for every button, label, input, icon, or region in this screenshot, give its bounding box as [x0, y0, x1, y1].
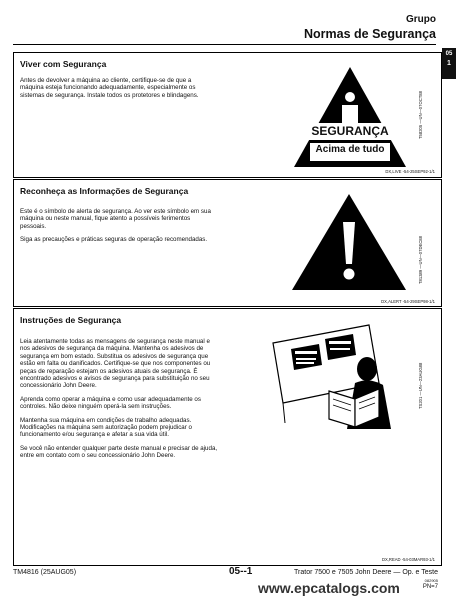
ref-code: DX,READ -54-03MAR93-1/1: [381, 557, 435, 562]
section-tab-page: 1: [447, 60, 451, 67]
group-label: Grupo: [406, 14, 436, 25]
person-reading-manual-icon: [269, 323, 409, 433]
section-safety-instructions: [13, 308, 442, 566]
paragraph: Se você não entender qualquer parte deste manual e precisar de ajuda, entre em contato com o seu concessionário John Deere.: [20, 444, 218, 460]
section-title: Viver com Segurança: [20, 59, 107, 69]
paragraph: Siga as precauções e práticas seguras de operação recomendadas.: [20, 236, 208, 244]
ref-code: DX,ALERT -54-29SEP98-1/1: [381, 299, 435, 304]
section-living-safely: [13, 52, 442, 178]
section-title: Reconheça as Informações de Segurança: [20, 186, 189, 196]
sign-word: SEGURANÇA: [311, 124, 389, 138]
section-body: [20, 208, 215, 250]
footer-small-code: 082905: [424, 578, 438, 583]
section-title: Instruções de Segurança: [20, 315, 122, 325]
footer-page-number: 05--1: [229, 566, 253, 577]
paragraph: Antes de devolver a máquina ao cliente, certifique-se de que a máquina esteja funcionando adequadamente, especialmente os sistemas de segurança. Instale todos os protetores e blindagens.: [20, 77, 199, 99]
section-tab: [442, 48, 456, 79]
vertical-code: TS201 —UN—23AUG88: [418, 362, 423, 409]
section-recognize-safety-info: [13, 179, 442, 307]
vertical-code: T58205 —UN—07OCT88: [418, 91, 423, 139]
paragraph: Leia atentamente todas as mensagens de segurança neste manual e nos adesivos de segurança da máquina. Mantenha os adesivos de segurança em bom estado. Substitua os adesivos de segurança que estão em falta ou danificados. Certifique-se que nos componentes ou peças de reparação estejam os adesivos atuais de segurança. É encontrado adesivos e avisos de segurança para substituição no seu concessionário John Deere.: [20, 338, 211, 390]
footer-manual-title: Trator 7500 e 7505 John Deere — Op. e Teste: [294, 569, 438, 576]
paragraph: Aprenda como operar a máquina e como usar adequadamente os controles. Não deixe ninguém operá-la sem instruções.: [20, 395, 201, 411]
header-rule: [13, 44, 436, 45]
footer-doc-code: TM4816 (25AUG05): [13, 569, 77, 576]
page-title: Normas de Segurança: [304, 27, 436, 41]
paragraph: Mantenha sua máquina em condições de trabalho adequadas. Modificações na máquina sem autorização podem prejudicar o funcionamento e/ou segurança e afetar a sua vida útil.: [20, 416, 192, 439]
section-body: [20, 338, 220, 466]
footer-page-ref: PN=7: [422, 584, 438, 590]
section-body: [20, 77, 215, 105]
ref-code: DX,LIVE -54-25SEP92-1/1: [385, 169, 435, 174]
watermark-url: www.epcatalogs.com: [258, 580, 400, 596]
paragraph: Este é o símbolo de alerta de segurança. Ao ver este símbolo em sua máquina ou neste manual, fique atento a possíveis ferimentos pessoais.: [20, 208, 211, 230]
section-tab-number: 05: [445, 51, 453, 57]
vertical-code: T81389 —UN—07DEC88: [418, 236, 423, 284]
safety-alert-symbol-icon: [290, 192, 408, 292]
sign-subtext: Acima de tudo: [315, 144, 385, 155]
